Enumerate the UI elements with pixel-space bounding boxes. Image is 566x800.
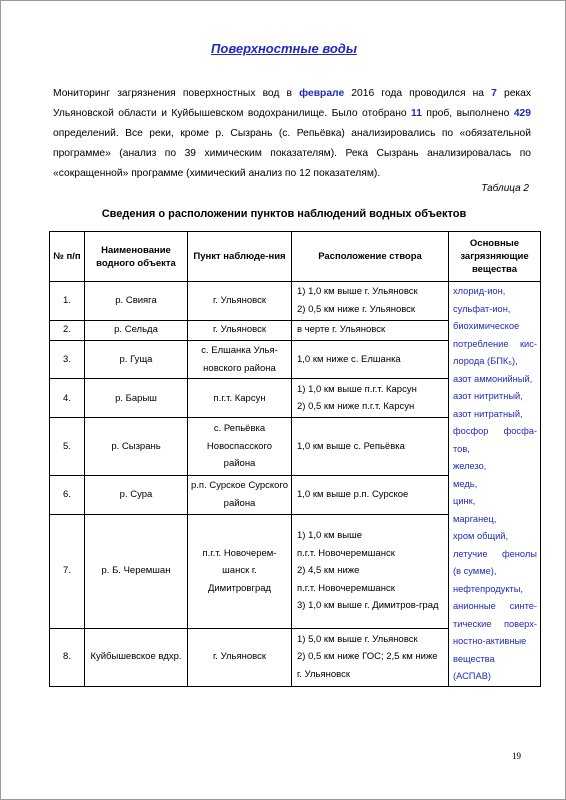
row-number: 8. <box>50 628 85 686</box>
location-line: 1) 1,0 км выше п.г.т. Карсун <box>297 383 417 395</box>
pollutant-item: тов, <box>453 443 470 454</box>
observation-point: п.г.т. Карсун <box>188 379 292 418</box>
location-cell <box>292 475 449 514</box>
location-line: 2) 4,5 км ниже <box>297 565 360 577</box>
location-line: п.г.т. Новочеремшанск <box>297 547 395 559</box>
water-body-name: р. Б. Черемшан <box>85 514 188 628</box>
header-water-body: Наименование водного объекта <box>85 232 188 282</box>
row-number: 4. <box>50 379 85 418</box>
intro-text: определений. Все реки, кроме р. Сызрань (с. Репьёвка) анализировались по «обязательной программе» (анализ по 39 химическим показателям). Река Сызрань анализировалась по «сокращенной» программе (химический анализ по 12 показателям). <box>53 128 531 179</box>
water-body-name: р. Сызрань <box>85 418 188 476</box>
location-line: 2) 0,5 км ниже г. Ульяновск <box>297 303 416 315</box>
pollutant-item: (АСПАВ) <box>453 671 491 681</box>
intro-text: реках Ульяновской области и Куйбышевском водохранилище. Было отобрано <box>53 88 532 119</box>
intro-month: феврале <box>299 88 345 99</box>
pollutant-item: азот нитритный, <box>453 391 523 401</box>
water-body-name: р. Свияга <box>85 282 188 321</box>
row-number: 7. <box>50 514 85 628</box>
pollutant-item: хлорид-ион, <box>453 286 506 296</box>
intro-text: Мониторинг загрязнения поверхностных вод в <box>53 88 300 99</box>
section-title: Поверхностные воды <box>211 41 357 56</box>
row-number: 6. <box>50 475 85 514</box>
page-number: 19 <box>512 751 521 761</box>
row-number: 1. <box>50 282 85 321</box>
observation-point: г. Ульяновск <box>188 282 292 321</box>
pollutant-item: лорода (БПК₅), <box>453 356 518 366</box>
table-label: Таблица 2 <box>481 183 529 194</box>
intro-text: 2016 года проводился на <box>344 88 492 99</box>
pollutant-item: тические поверх- <box>453 618 537 629</box>
row-number: 5. <box>50 418 85 476</box>
table-body <box>50 282 541 687</box>
location-line: 1,0 км выше р.п. Сурское <box>297 488 409 500</box>
observation-point: р.п. Сурское Сурского района <box>188 475 292 514</box>
location-cell <box>292 628 449 686</box>
water-body-name: р. Барыш <box>85 379 188 418</box>
location-line: 1,0 км выше с. Репьёвка <box>297 440 405 452</box>
water-body-name: р. Сура <box>85 475 188 514</box>
pollutant-item: медь, <box>453 478 478 489</box>
header-pollutants: Основные загрязняющие вещества <box>449 232 541 282</box>
pollutant-item: сульфат-ион, <box>453 303 511 314</box>
observation-point: п.г.т. Новочерем-шанск г. Димитровград <box>188 514 292 628</box>
header-location: Расположение створа <box>292 232 449 282</box>
observation-points-table <box>49 231 541 687</box>
observation-point: с. Елшанка Улья-новского района <box>188 340 292 379</box>
pollutant-item: ностно-активные <box>453 636 527 646</box>
location-line: 1) 1,0 км выше <box>297 530 363 542</box>
pollutant-item: марганец, <box>453 513 497 524</box>
location-cell <box>292 379 449 418</box>
observation-point: г. Ульяновск <box>188 628 292 686</box>
location-line: в черте г. Ульяновск <box>297 324 386 336</box>
pollutant-item: потребление кис- <box>453 338 537 349</box>
location-line: 1,0 км ниже с. Елшанка <box>297 353 401 365</box>
header-num: № п/п <box>50 232 85 282</box>
location-cell <box>292 320 449 340</box>
table-caption: Сведения о расположении пунктов наблюдений водных объектов <box>101 208 467 220</box>
header-observation-point: Пункт наблюде-ния <box>188 232 292 282</box>
intro-determinations-count: 429 <box>513 108 531 119</box>
pollutants-cell <box>449 282 541 687</box>
location-cell <box>292 340 449 379</box>
water-body-name: р. Гуща <box>85 340 188 379</box>
pollutant-item: анионные синте- <box>453 601 537 611</box>
location-line: п.г.т. Новочеремшанск <box>297 582 395 594</box>
location-cell <box>292 514 449 628</box>
pollutant-item: фосфор фосфа- <box>453 426 537 436</box>
row-number: 3. <box>50 340 85 379</box>
pollutant-item: летучие фенолы <box>453 548 537 559</box>
intro-samples-count: 11 <box>411 108 422 119</box>
pollutant-item: вещества <box>453 653 495 664</box>
pollutant-item: нефтепродукты, <box>453 583 524 594</box>
location-line: 1) 1,0 км выше г. Ульяновск <box>297 286 418 298</box>
water-body-name: Куйбышевское вдхр. <box>85 628 188 686</box>
location-line: 3) 1,0 км выше г. Димитров-град <box>297 600 439 612</box>
intro-rivers-count: 7 <box>491 88 497 99</box>
pollutant-item: железо, <box>453 461 487 471</box>
location-cell <box>292 418 449 476</box>
pollutant-item: цинк, <box>453 496 476 506</box>
observation-point: с. Репьёвка Новоспасского района <box>188 418 292 476</box>
location-line: 1) 5,0 км выше г. Ульяновск <box>297 633 418 645</box>
intro-paragraph <box>53 84 531 184</box>
pollutant-item: (в сумме), <box>453 566 497 576</box>
intro-text: проб, выполнено <box>421 108 514 119</box>
table-row <box>50 282 541 321</box>
water-body-name: р. Сельда <box>85 320 188 340</box>
table-header-row <box>50 232 541 282</box>
pollutant-item: хром общий, <box>453 531 509 541</box>
pollutant-item: азот нитратный, <box>453 408 523 419</box>
pollutant-item: биохимическое <box>453 321 520 331</box>
row-number: 2. <box>50 320 85 340</box>
observation-point: г. Ульяновск <box>188 320 292 340</box>
pollutant-item: азот аммонийный, <box>453 373 533 384</box>
location-line: 2) 0,5 км ниже ГОС; 2,5 км ниже г. Ульяновск <box>297 651 438 680</box>
location-line: 2) 0,5 км ниже п.г.т. Карсун <box>297 401 415 413</box>
location-cell <box>292 282 449 321</box>
